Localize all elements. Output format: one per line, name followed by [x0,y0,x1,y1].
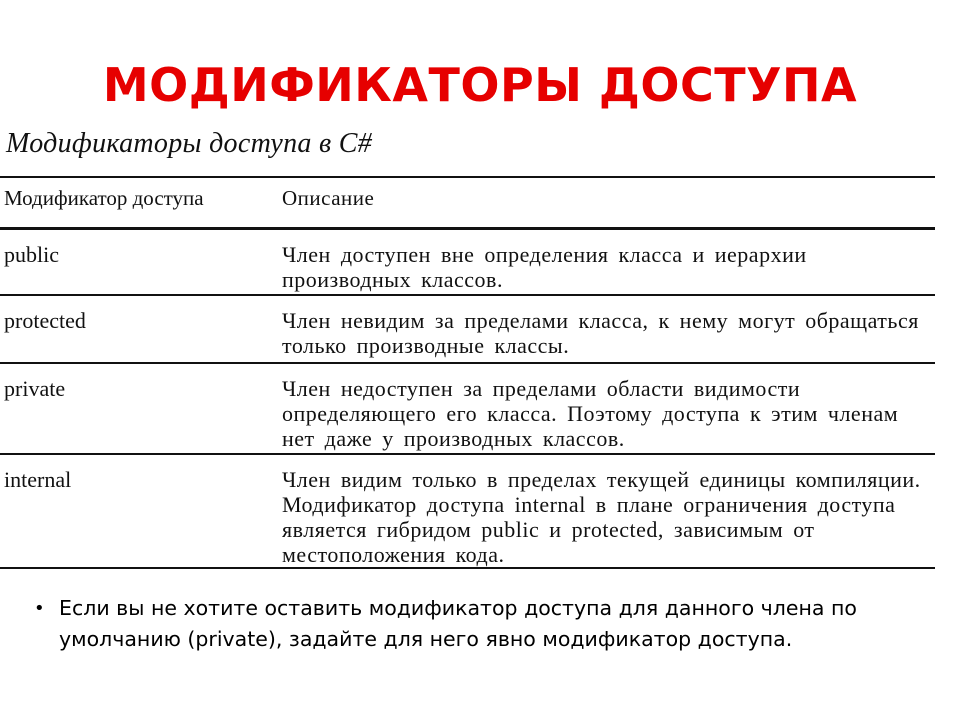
access-modifiers-table [0,176,935,569]
modifier-public: public [4,242,59,267]
description-protected: Член невидим за пределами класса, к нему могут обращаться только производные классы. [282,308,919,358]
header-modifier: Модификатор доступа [0,177,272,229]
table-caption: Модификаторы доступа в С# [6,128,373,159]
table-row [0,363,935,454]
modifier-private: private [4,376,66,401]
table-row [0,229,935,296]
header-description: Описание [272,177,935,229]
bullet-icon: • [34,598,45,619]
table-row [0,295,935,363]
modifier-protected: protected [4,308,86,333]
description-private: Член недоступен за пределами области видимости определяющего его класса. Поэтому доступа к этим членам нет даже у производных классов. [282,376,899,451]
modifier-internal: internal [4,467,72,492]
description-public: Член доступен вне определения класса и иерархии производных классов. [282,242,807,292]
table-row [0,454,935,568]
scanned-table-image [0,118,945,568]
bullet-text: Если вы не хотите оставить модификатор доступа для данного члена по умолчанию (private), задайте для него явно модификатор доступа. [59,596,857,651]
table-header-row [0,177,935,229]
description-internal: Член видим только в пределах текущей единицы компиляции. Модификатор доступа internal в плане ограничения доступа является гибридом public и protected, зависимым от местоположения кода. [282,467,921,567]
bullet-point [34,593,934,655]
slide-title: МОДИФИКАТОРЫ ДОСТУПА [102,58,858,112]
